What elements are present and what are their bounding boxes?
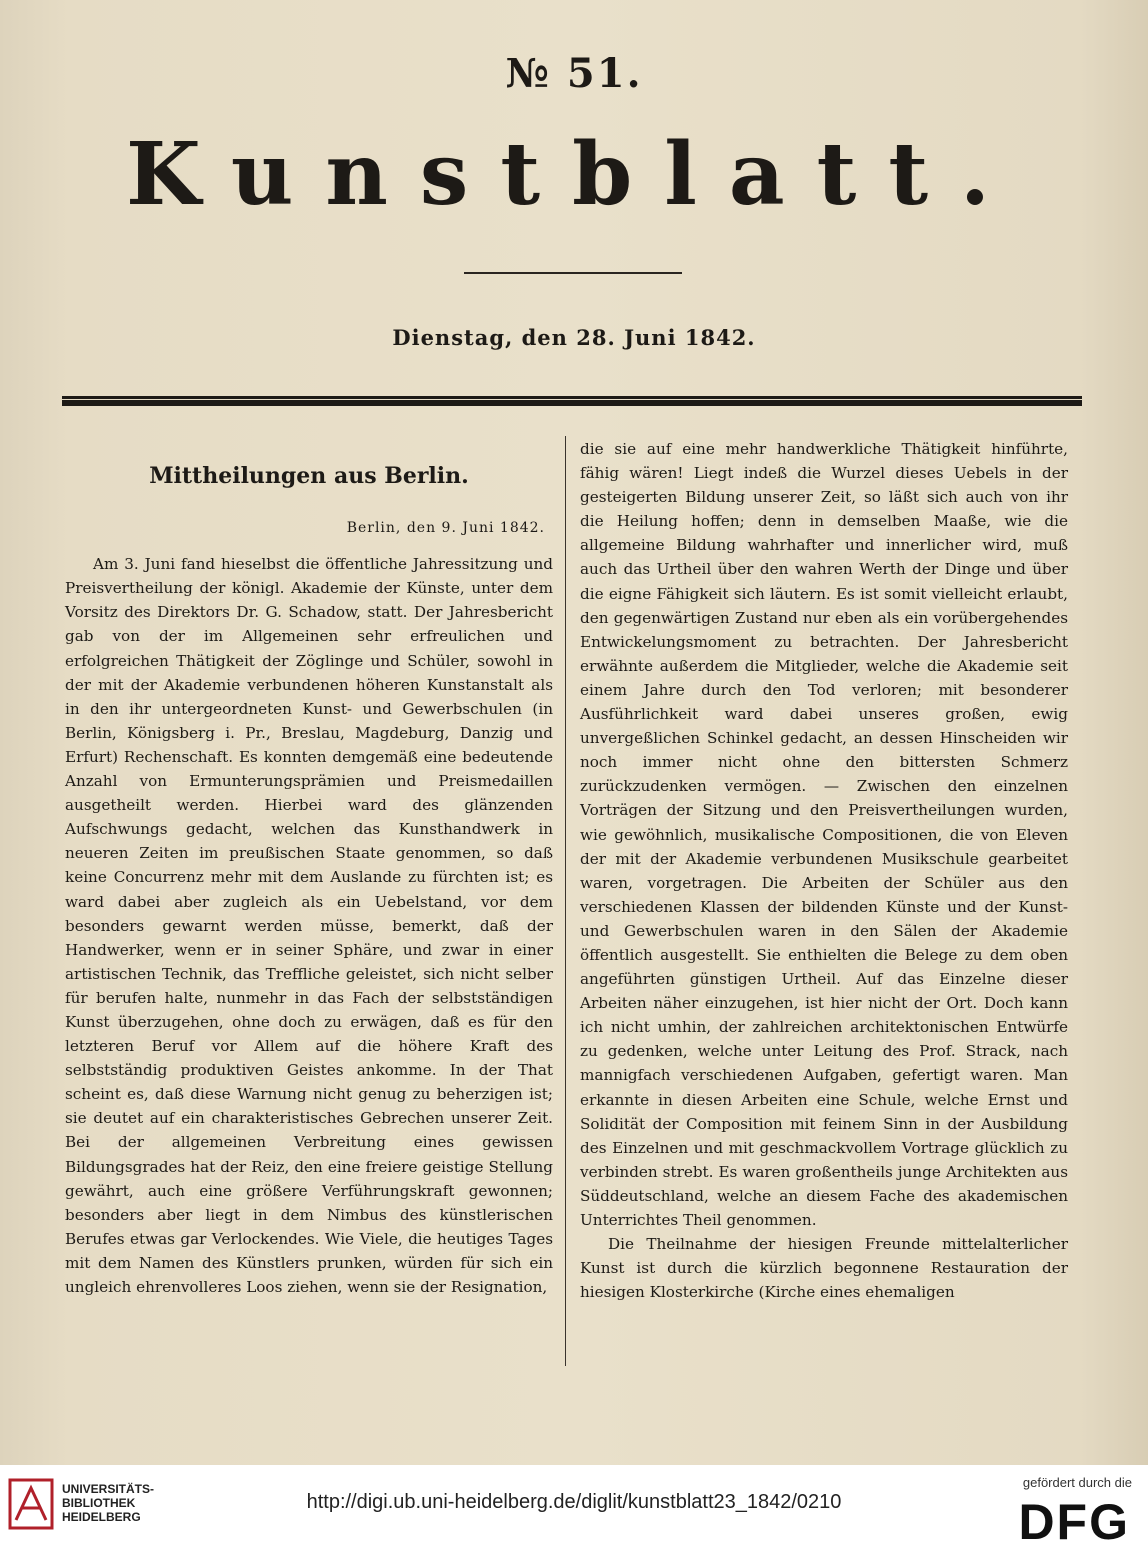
issue-number: № 51.: [505, 50, 643, 97]
issue-date: Dienstag, den 28. Juni 1842.: [392, 325, 756, 350]
paragraph: Am 3. Juni fand hieselbst die öffentliche Jahressitzung und Preisvertheilung der königl. Akademie der Künste, unter dem Vorsitz des Direktors Dr. G. Schadow, statt. Der Jahresbericht gab von der im Allgemeinen sehr erfreulichen und erfolgreichen Thätigkeit der Zöglinge und Schüler, sowohl in der mit der Akademie verbundenen höheren Kunstanstalt als in den ihr untergeordneten Kunst- und Gewerbschulen (in Berlin, Königsberg i. Pr., Breslau, Magdeburg, Danzig und Erfurt) Rechenschaft. Es konnten demgemäß eine bedeutende Anzahl von Ermunterungsprämien und Preismedaillen ausgetheilt werden. Hierbei ward des glänzenden Aufschwungs gedacht, welchen das Kunsthandwerk in neueren Zeiten im preußischen Staate genommen, so daß keine Concurrenz mehr mit dem Auslande zu fürchten ist; es ward dabei aber zugleich als ein Uebelstand, vor dem besonders gewarnt werden müsse, bemerkt, daß der Handwerker, wenn er in seiner Sphäre, und zwar in einer artistischen Technik, das Treffliche geleistet, sich nicht selber für berufen halte, nunmehr in das Fach der selbstständigen Kunst überzugehen, ohne doch zu erwägen, daß es für den letzteren Beruf vor Allem auf die höhere Kraft des selbstständig produktiven Geistes ankomme. In der That scheint es, daß diese Warnung nicht genug zu beherzigen ist; sie deutet auf ein charakteristisches Gebrechen unserer Zeit. Bei der allgemeinen Verbreitung eines gewissen Bildungsgrades hat der Reiz, den eine freiere geistige Stellung gewährt, auch eine größere Verführungskraft gewonnen; besonders aber liegt in dem Nimbus des künstlerischen Berufes etwas gar Verlockendes. Wie Viele, die heutiges Tages mit dem Namen des Künstlers prunken, würden für sich ein ungleich ehrenvolleres Loos ziehen, wenn sie der Resignation,: [65, 555, 553, 1296]
masthead-title: Kunstblatt.: [126, 124, 1022, 225]
masthead-divider: [464, 272, 682, 274]
column-divider: [565, 436, 566, 1366]
paragraph: die sie auf eine mehr handwerkliche Thätigkeit hinführte, fähig wären! Liegt indeß die Wurzel dieses Uebels in der gesteigerten Bildung unserer Zeit, so läßt sich auch von ihr die Heilung hoffen; denn in demselben Maaße, wie die allgemeine Bildung wahrhafter und innerlicher wird, muß auch das Urtheil über den wahren Werth der Dinge und über die eigne Fähigkeit sich läutern. Es ist somit vielleicht erlaubt, den gegenwärtigen Zustand nur eben als ein vorübergehendes Entwickelungsmoment zu betrachten. Der Jahresbericht erwähnte außerdem die Mitglieder, welche die Akademie seit einem Jahre durch den Tod verloren; mit besonderer Ausführlichkeit ward dabei unseres großen, ewig unvergeßlichen Schinkel gedacht, an dessen Hinscheiden wir noch immer nicht ohne den bittersten Schmerz zurückzudenken vermögen. — Zwischen den einzelnen Vorträgen der Sitzung und den Preisvertheilungen wurden, wie gewöhnlich, musikalische Compositionen, die von Eleven der mit der Akademie verbundenen Musikschule gearbeitet waren, vorgetragen. Die Arbeiten der Schüler aus den verschiedenen Klassen der bildenden Künste und der Kunst- und Gewerbschulen waren in den Sälen der Akademie öffentlich ausgestellt. Sie enthielten die Belege zu dem oben angeführten günstigen Urtheil. Auf das Einzelne dieser Arbeiten näher einzugehen, ist hier nicht der Ort. Doch kann ich nicht umhin, der zahlreichen architektonischen Entwürfe zu gedenken, welche unter Leitung des Prof. Strack, nach mannigfach verschiedenen Aufgaben, gefertigt waren. Man erkannte in diesen Arbeiten eine Schule, welche Ernst und Solidität der Composition mit feinem Sinn in der Ausbildung des Einzelnen und mit geschmackvollem Vortrage glücklich zu verbinden strebt. Es waren großentheils junge Architekten aus Süddeutschland, welche an diesem Fache des akademischen Unterrichtes Theil genommen.: [580, 440, 1068, 1229]
article-title: Mittheilungen aus Berlin.: [149, 463, 469, 489]
dfg-logo: DFG: [1018, 1494, 1130, 1550]
header-rule: [62, 396, 1082, 406]
library-name: UNIVERSITÄTS- BIBLIOTHEK HEIDELBERG: [62, 1482, 155, 1524]
article-dateline: Berlin, den 9. Juni 1842.: [346, 520, 545, 537]
source-url[interactable]: http://digi.ub.uni-heidelberg.de/diglit/kunstblatt23_1842/0210: [306, 1491, 842, 1513]
funded-by-label: gefördert durch die: [1022, 1475, 1132, 1490]
paragraph: Die Theilnahme der hiesigen Freunde mittelalterlicher Kunst ist durch die kürzlich begonnene Restauration der hiesigen Klosterkirche (Kirche eines ehemaligen: [580, 1235, 1068, 1302]
left-column: [65, 434, 553, 1299]
right-column: [580, 437, 1068, 1304]
footer-bar: [0, 1465, 1148, 1555]
